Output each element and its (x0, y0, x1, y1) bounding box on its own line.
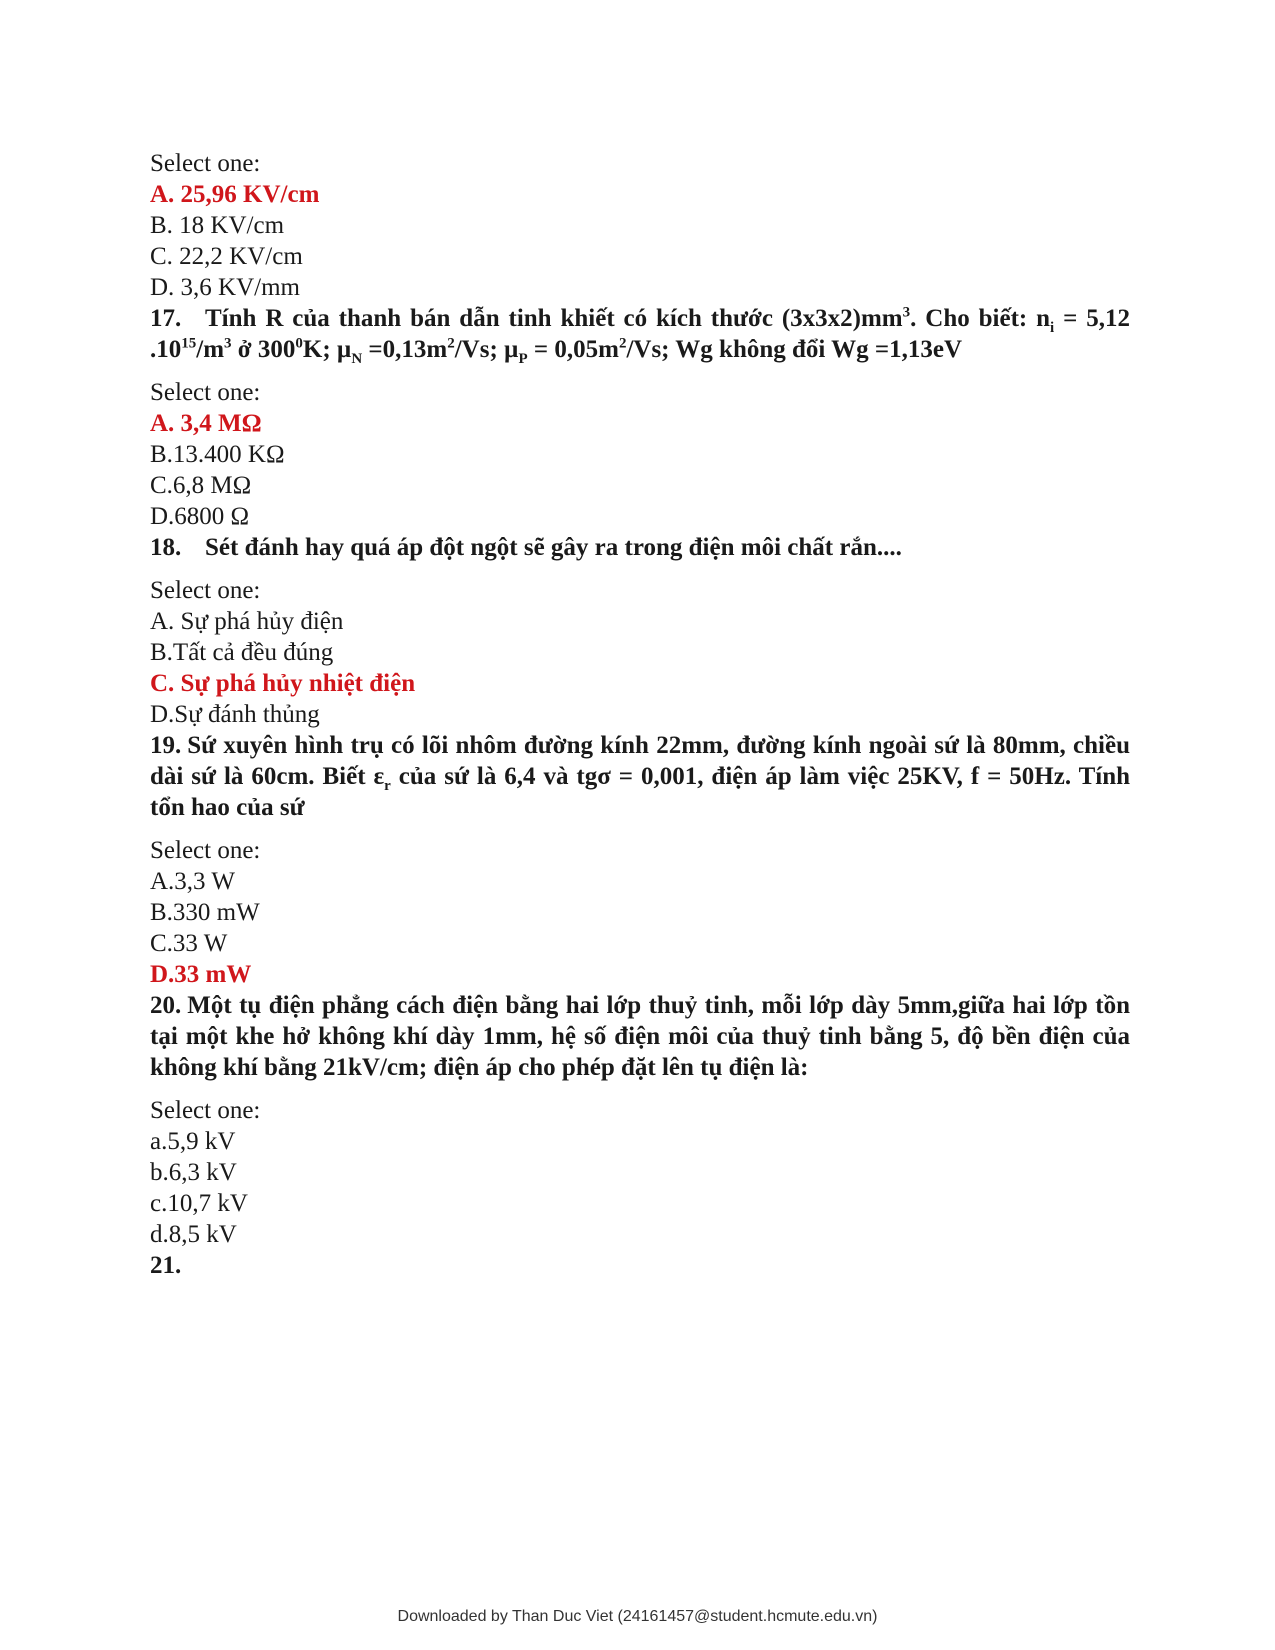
q20-option-a: a.5,9 kV (150, 1128, 236, 1155)
question-19: 19. Sứ xuyên hình trụ có lõi nhôm đường kính 22mm, đường kính ngoài sứ là 80mm, chiều dài sứ là 60cm. Biết $\varepsilon_r$ của sứ là 6,4 và tgσ = 0,001, điện áp làm việc 25KV, f = 50Hz. Tính tổn hao của sứ (150, 732, 1131, 821)
q20-option-b: b.6,3 kV (150, 1159, 237, 1186)
q17-option-a-correct: A. 3,4 MΩ (150, 410, 262, 437)
q18-option-c-correct: C. Sự phá hủy nhiệt điện (150, 670, 416, 697)
question-18 (150, 532, 1130, 563)
q18-option-b: B.Tất cả đều đúng (150, 639, 334, 666)
q20-option-c: c.10,7 kV (150, 1190, 248, 1217)
q17-option-c: C.6,8 MΩ (150, 472, 252, 499)
question-20-number: 20. (150, 992, 182, 1019)
q17-option-d: D.6800 Ω (150, 503, 250, 530)
select-one-label: Select one: (150, 577, 261, 604)
question-21-number: 21. (150, 1252, 182, 1279)
q18-option-d: D.Sự đánh thủng (150, 701, 320, 728)
select-one-label: Select one: (150, 837, 261, 864)
download-footer: Downloaded by Than Duc Viet (24161457@student.hcmute.edu.vn) (397, 1608, 878, 1625)
question-20 (150, 990, 1130, 1083)
q17-option-b: B.13.400 KΩ (150, 441, 285, 468)
question-20-text: Một tụ điện phẳng cách điện bằng hai lớp thuỷ tinh, mỗi lớp dày 5mm,giữa hai lớp tồn tại một khe hở không khí dày 1mm, hệ số điện môi của thuỷ tinh bằng 5, độ bền điện của không khí bằng 21kV/cm; điện áp cho phép đặt lên tụ điện là: (150, 992, 1130, 1081)
question-18-text: Sét đánh hay quá áp đột ngột sẽ gây ra trong điện môi chất rắn.... (205, 534, 902, 561)
question-19-number: 19. (150, 732, 182, 759)
question-17: 17. Tính R của thanh bán dẫn tinh khiết có kích thước $(3x3x2)mm^3$. Cho biết: $n_i = 5,12$ $.10^{15}/m^3$ ở $300^0K$; $\mu_N =0,13m^2/Vs$; $\mu_P = 0,05m^2/Vs$; Wg không đổi Wg =1,13eV (150, 304, 1130, 367)
select-one-label: Select one: (150, 1097, 261, 1124)
q19-option-a: A.3,3 W (150, 868, 235, 895)
q16-option-c: C. 22,2 KV/cm (150, 243, 303, 270)
question-18-number: 18. (150, 534, 182, 561)
q19-option-c: C.33 W (150, 930, 228, 957)
q20-option-d: d.8,5 kV (150, 1221, 237, 1248)
question-17-number: 17. (150, 305, 182, 332)
select-one-label: Select one: (150, 379, 261, 406)
q16-option-d: D. 3,6 KV/mm (150, 274, 300, 301)
q18-option-a: A. Sự phá hủy điện (150, 608, 344, 635)
q16-option-b: B. 18 KV/cm (150, 212, 285, 239)
question-21 (150, 1250, 1130, 1281)
document-body (150, 148, 1130, 1281)
select-one-label: Select one: (150, 150, 261, 177)
q19-option-b: B.330 mW (150, 899, 260, 926)
q19-option-d-correct: D.33 mW (150, 961, 252, 988)
q16-option-a-correct: A. 25,96 KV/cm (150, 181, 320, 208)
